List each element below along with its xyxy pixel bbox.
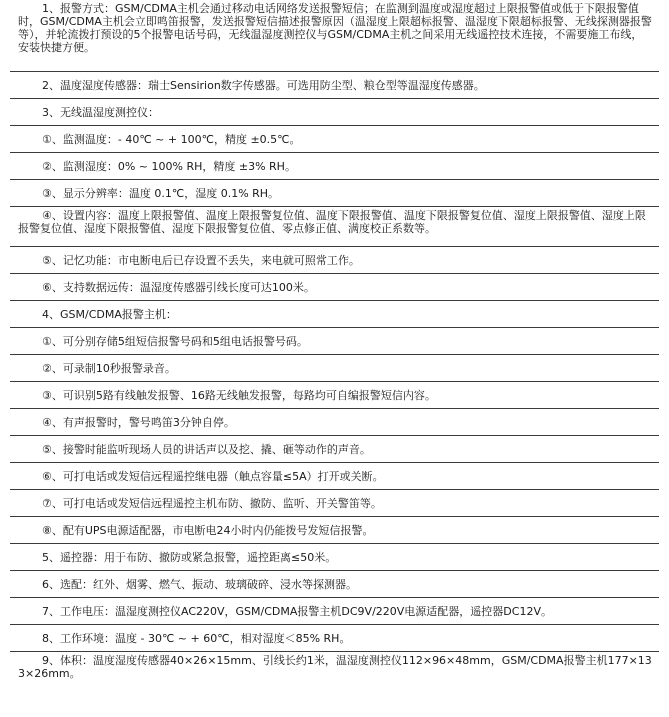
spec-row-ups [10,517,659,544]
spec-text: ②、可录制10秒报警录音。 [42,361,176,375]
spec-row-remote-data [10,274,659,301]
spec-text: ④、有声报警时，警号鸣笛3分钟自停。 [42,415,235,429]
spec-text: ⑤、接警时能监听现场人员的讲话声以及挖、撬、砸等动作的声音。 [42,442,371,456]
spec-row-phone-numbers [10,328,659,355]
spec-text: ③、可识别5路有线触发报警、16路无线触发报警，每路均可自编报警短信内容。 [42,388,436,402]
spec-row-temperature-range [10,126,659,153]
spec-text: 9、体积：温度湿度传感器40×26×15mm、引线长约1米，温湿度测控仪112×96×48mm，GSM/CDMA报警主机177×133×26mm。 [18,654,652,680]
spec-row-sensor [10,72,659,99]
spec-text: ②、监测湿度：0% ~ 100% RH，精度 ±3% RH。 [42,159,296,173]
spec-text: 1、报警方式：GSM/CDMA主机会通过移动电话网络发送报警短信；在监测到温度或湿度超过上限报警值或低于下限报警值时，GSM/CDMA主机会立即鸣笛报警，发送报警短信描述报警原因（温湿度上限超标报警、温湿度下限超标报警、无线探测器报警等），并轮流拨打预设的5个报警电话号码，无线温湿度测控仪与GSM/CDMA主机之间采用无线遥控技术连接，不需要施工布线，安装快捷方便。 [18,2,652,54]
spec-row-controller-heading [10,99,659,126]
spec-row-host-heading [10,301,659,328]
spec-text: 7、工作电压：温湿度测控仪AC220V，GSM/CDMA报警主机DC9V/220V电源适配器，遥控器DC12V。 [42,604,552,618]
spec-row-resolution [10,180,659,207]
spec-row-options [10,571,659,598]
spec-row-settings [10,207,659,247]
spec-row-environment [10,625,659,652]
spec-text: ⑥、支持数据远传：温湿度传感器引线长度可达100米。 [42,280,315,294]
spec-text: 3、无线温湿度测控仪： [42,105,159,119]
spec-text: ①、可分别存储5组短信报警号码和5组电话报警号码。 [42,334,308,348]
spec-text: ⑤、记忆功能：市电断电后已存设置不丢失，来电就可照常工作。 [42,253,360,267]
spec-text: ④、设置内容：温度上限报警值、温度上限报警复位值、温度下限报警值、温度下限报警复位值、湿度上限报警值、湿度上限报警复位值、湿度下限报警值、湿度下限报警复位值、零点修正值、满度校正系数等。 [18,209,646,235]
spec-row-siren [10,409,659,436]
spec-row-memory [10,247,659,274]
spec-row-dimensions [10,652,659,694]
spec-text: ⑦、可打电话或发短信远程遥控主机布防、撤防、监听、开关警笛等。 [42,496,382,510]
spec-row-arming [10,490,659,517]
spec-text: 4、GSM/CDMA报警主机： [42,307,177,321]
spec-text: ⑥、可打电话或发短信远程遥控继电器（触点容量≤5A）打开或关断。 [42,469,384,483]
spec-row-voltage [10,598,659,625]
spec-text: 5、遥控器：用于布防、撤防或紧急报警，遥控距离≤50米。 [42,550,337,564]
spec-row-alarm-mode [10,0,659,72]
spec-row-recording [10,355,659,382]
spec-row-remote-control [10,544,659,571]
spec-text: ⑧、配有UPS电源适配器，市电断电24小时内仍能拨号发短信报警。 [42,523,374,537]
spec-text: 2、温度湿度传感器：瑞士Sensirion数字传感器。可选用防尘型、粮仓型等温湿度传感器。 [42,78,485,92]
spec-text: ③、显示分辨率：温度 0.1℃，湿度 0.1% RH。 [42,186,280,200]
spec-row-monitoring [10,436,659,463]
spec-row-trigger-channels [10,382,659,409]
spec-row-relay [10,463,659,490]
spec-text: ①、监测温度：- 40℃ ~ + 100℃，精度 ±0.5℃。 [42,132,301,146]
spec-text: 8、工作环境：温度 - 30℃ ~ + 60℃，相对湿度＜85% RH。 [42,631,351,645]
spec-row-humidity-range [10,153,659,180]
spec-text: 6、选配：红外、烟雾、燃气、振动、玻璃破碎、浸水等探测器。 [42,577,357,591]
